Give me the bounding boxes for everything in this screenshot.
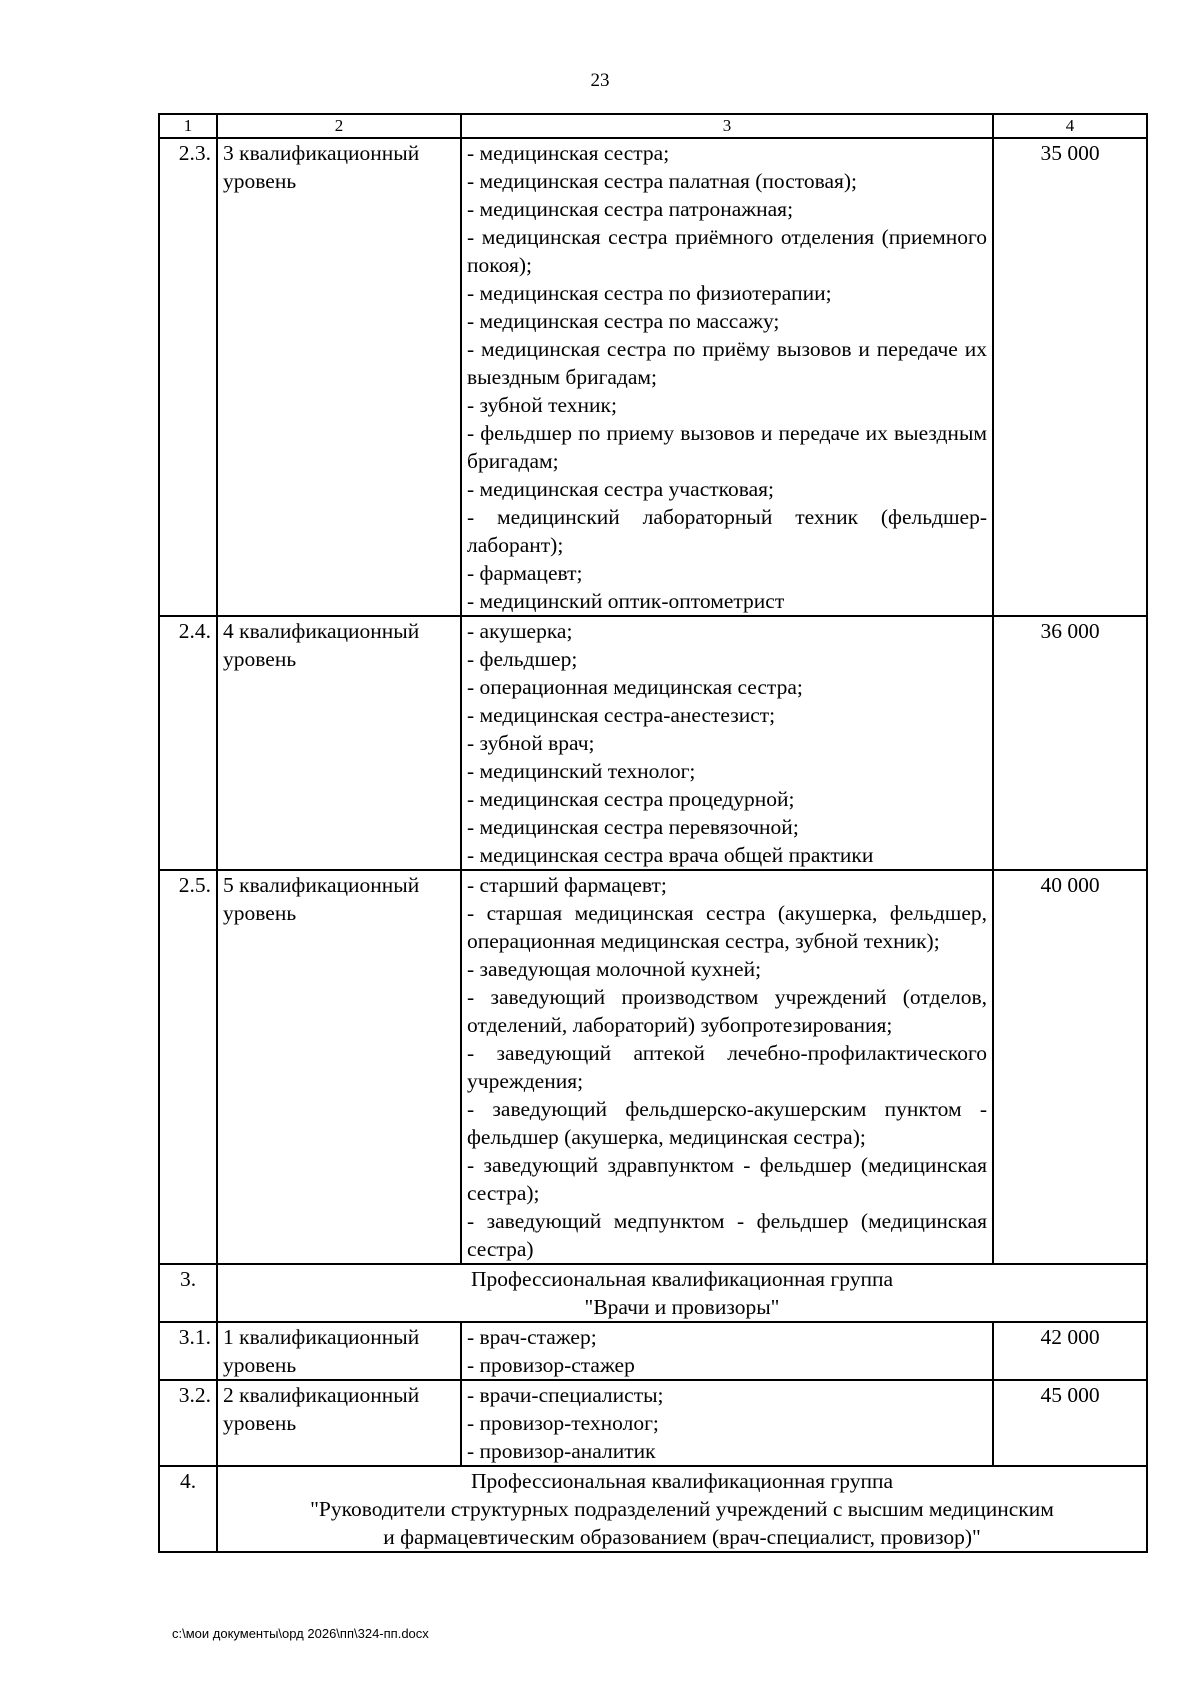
header-cell-3: 3 [461,114,993,138]
position-list [461,138,993,616]
position-item: - медицинская сестра врача общей практики [467,843,874,867]
row-number: 3.2. [159,1380,217,1466]
position-item: - зубной техник; [467,393,617,417]
position-list [461,1380,993,1466]
group-row [159,1466,1147,1552]
position-list [461,616,993,870]
salary-value: 45 000 [993,1380,1147,1466]
position-item: - фельдшер; [467,647,578,671]
qualification-level: 4 квалификационный уровень [217,616,461,870]
qualification-level: 2 квалификационный уровень [217,1380,461,1466]
position-item: - акушерка; [467,619,573,643]
salary-value: 36 000 [993,616,1147,870]
row-number: 2.4. [159,616,217,870]
salary-value: 35 000 [993,138,1147,616]
position-item: - старшая медицинская сестра (акушерка, фельдшер, операционная медицинская сестра, зубной техник); [467,901,987,953]
group-title [217,1466,1147,1552]
group-row [159,1264,1147,1322]
group-title-line: Профессиональная квалификационная группа [470,1469,893,1493]
position-list [461,1322,993,1380]
salary-value: 40 000 [993,870,1147,1264]
position-item: - медицинский лабораторный техник (фельдшер-лаборант); [467,505,987,557]
position-item: - врачи-специалисты; [467,1383,664,1407]
row-number: 3.1. [159,1322,217,1380]
position-item: - врач-стажер; [467,1325,597,1349]
row-number: 2.5. [159,870,217,1264]
table-header-row [159,114,1147,138]
page-number: 23 [590,70,610,91]
position-item: - медицинская сестра-анестезист; [467,703,776,727]
salary-table [158,113,1148,1553]
position-item: - провизор-стажер [467,1353,635,1377]
qualification-level: 1 квалификационный уровень [217,1322,461,1380]
qualification-level: 5 квалификационный уровень [217,870,461,1264]
position-item: - заведующий аптекой лечебно-профилактического учреждения; [467,1041,987,1093]
position-item: - заведующий производством учреждений (отделов, отделений, лабораторий) зубопротезирования; [467,985,987,1037]
position-item: - заведующий здравпунктом - фельдшер (медицинская сестра); [467,1153,987,1205]
header-cell-1: 1 [159,114,217,138]
position-item: - заведующая молочной кухней; [467,957,762,981]
footer-file-path: c:\мои документы\орд 2026\пп\324-пп.docx [172,1626,429,1641]
position-list [461,870,993,1264]
group-title-line: Профессиональная квалификационная группа [470,1267,893,1291]
position-item: - операционная медицинская сестра; [467,675,803,699]
position-item: - провизор-технолог; [467,1411,659,1435]
position-item: - медицинская сестра участковая; [467,477,775,501]
table-row [159,138,1147,616]
row-number: 2.3. [159,138,217,616]
position-item: - заведующий медпунктом - фельдшер (медицинская сестра) [467,1209,987,1261]
group-number: 4. [159,1466,217,1552]
position-item: - заведующий фельдшерско-акушерским пунктом - фельдшер (акушерка, медицинская сестра); [467,1097,987,1149]
position-item: - медицинская сестра; [467,141,670,165]
position-item: - медицинская сестра палатная (постовая); [467,169,858,193]
position-item: - медицинская сестра по приёму вызовов и передаче их выездным бригадам; [467,337,987,389]
table-row [159,1322,1147,1380]
header-cell-4: 4 [993,114,1147,138]
position-item: - медицинская сестра процедурной; [467,787,795,811]
position-item: - медицинская сестра перевязочной; [467,815,799,839]
salary-value: 42 000 [993,1322,1147,1380]
group-title [217,1264,1147,1322]
position-item: - зубной врач; [467,731,595,755]
table-row [159,616,1147,870]
qualification-level: 3 квалификационный уровень [217,138,461,616]
group-title-line: "Врачи и провизоры" [584,1295,780,1319]
position-item: - медицинская сестра патронажная; [467,197,794,221]
header-cell-2: 2 [217,114,461,138]
group-number: 3. [159,1264,217,1322]
position-item: - провизор-аналитик [467,1439,656,1463]
table-row [159,870,1147,1264]
position-item: - медицинский технолог; [467,759,696,783]
position-item: - медицинский оптик-оптометрист [467,589,785,613]
position-item: - фармацевт; [467,561,583,585]
position-item: - медицинская сестра по физиотерапии; [467,281,832,305]
group-title-line: "Руководители структурных подразделений учреждений с высшим медицинским [310,1497,1054,1521]
table-row [159,1380,1147,1466]
group-title-line: и фармацевтическим образованием (врач-специалист, провизор)" [383,1525,981,1549]
position-item: - медицинская сестра по массажу; [467,309,780,333]
position-item: - медицинская сестра приёмного отделения (приемного покоя); [467,225,987,277]
position-item: - фельдшер по приему вызовов и передаче их выездным бригадам; [467,421,987,473]
position-item: - старший фармацевт; [467,873,667,897]
